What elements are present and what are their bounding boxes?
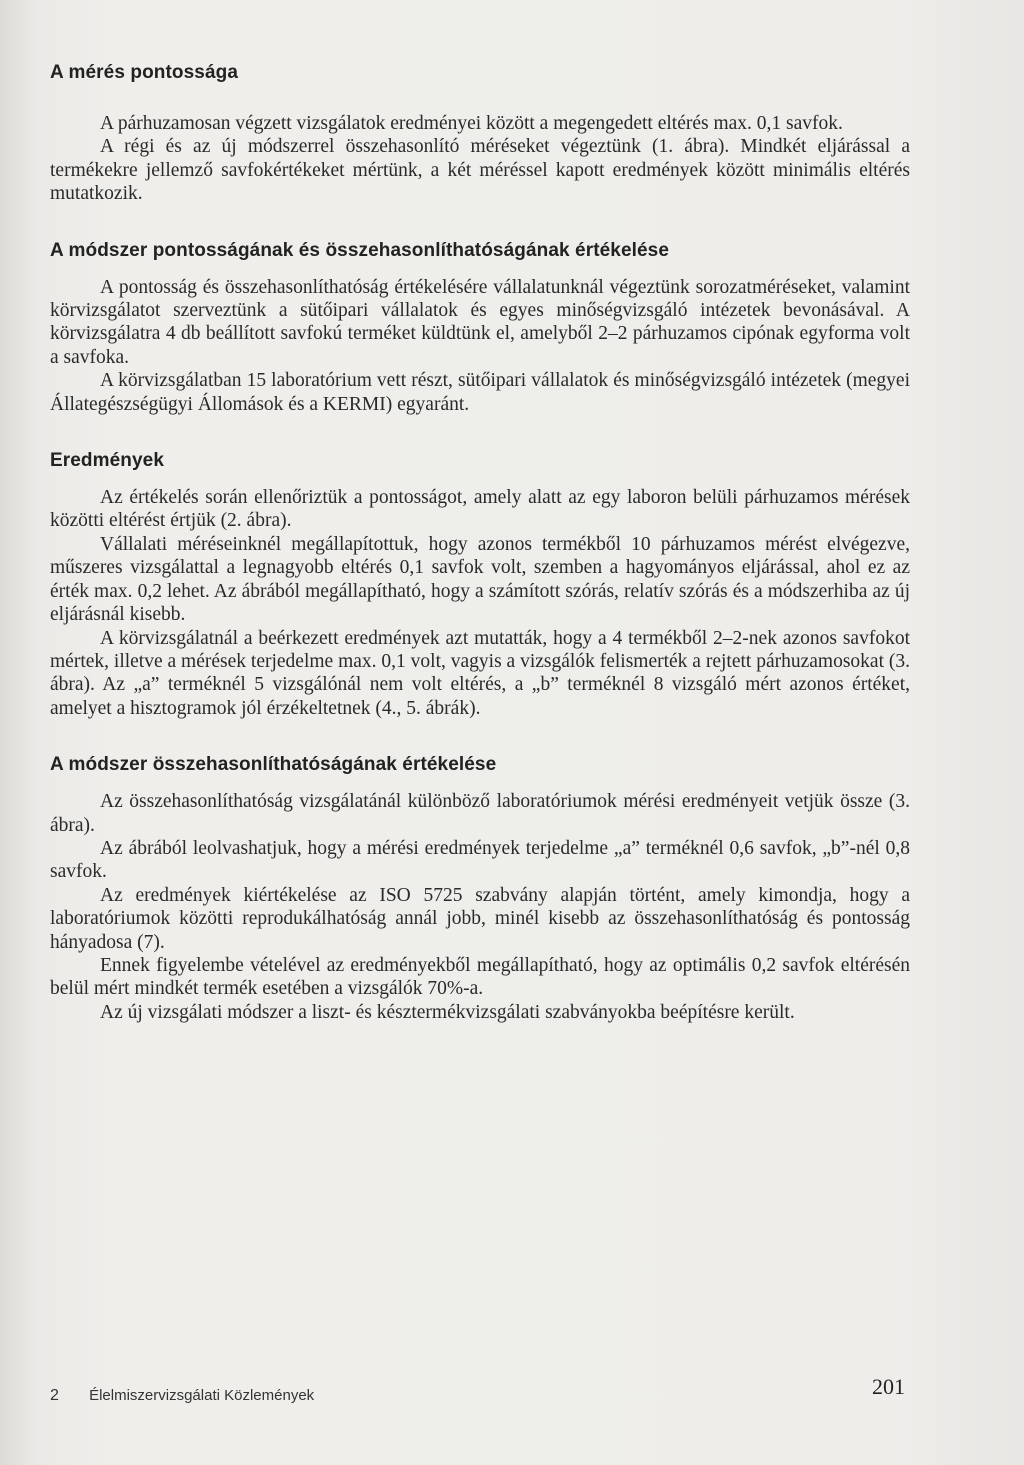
paragraph: Az eredmények kiértékelése az ISO 5725 szabvány alapján történt, amely kimondja, hogy a laboratóriumok közötti reprodukálhatóság annál jobb, minél kisebb az összehasonlíthatóság és pontosság hányadosa (7).: [50, 884, 910, 953]
sheet-number: 2: [50, 1387, 59, 1404]
paragraph: Az új vizsgálati módszer a liszt- és késztermékvizsgálati szabványokba beépítésre került.: [100, 1001, 795, 1023]
section-method-accuracy-comparability: [50, 240, 910, 416]
section-heading: A módszer összehasonlíthatóságának értékelése: [50, 754, 497, 776]
paragraph: Az összehasonlíthatóság vizsgálatánál különböző laboratóriumok mérési eredményeit vetjük össze (3. ábra).: [50, 791, 910, 836]
paragraph: A körvizsgálatban 15 laboratórium vett részt, sütőipari vállalatok és minőségvizsgáló intézetek (megyei Állategészségügyi Állomások és a KERMI) egyaránt.: [50, 370, 910, 415]
paragraph: Az értékelés során ellenőriztük a pontosságot, amely alatt az egy laboron belüli párhuzamos mérések közötti eltérést értjük (2. ábra).: [50, 487, 910, 532]
paragraph: Az ábrából leolvashatjuk, hogy a mérési eredmények terjedelme „a” terméknél 0,6 savfok, „b”-nél 0,8 savfok.: [50, 837, 910, 883]
paragraph: A körvizsgálatnál a beérkezett eredmények azt mutatták, hogy a 4 termékből 2–2-nek azonos savfokot mértek, illetve a mérések terjedelme max. 0,1 volt, vagyis a vizsgálók felismerték a rejtett párhuzamosokat (3. ábra). Az „a” terméknél 5 vizsgálónál nem volt eltérés, a „b” terméknél 8 vizsgáló mért azonos értéket, amelyet a hisztogramok jól érzékeltetnek (4., 5. ábrák).: [50, 627, 910, 719]
paragraph: Ennek figyelembe vételével az eredményekből megállapítható, hogy az optimális 0,2 savfok eltérésén belül mért mindkét termék esetében a vizsgálók 70%-a.: [50, 954, 910, 1000]
section-heading: A mérés pontossága: [50, 62, 238, 83]
section-heading: A módszer pontosságának és összehasonlíthatóságának értékelése: [50, 239, 670, 261]
paragraph: A régi és az új módszerrel összehasonlító méréseket végeztünk (1. ábra). Mindkét eljárással a termékekre jellemző savfokértékeket mértünk, a két méréssel kapott eredmények között minimális eltérés mutatkozik.: [50, 136, 910, 205]
section-method-comparability: [50, 754, 910, 1024]
paragraph: A párhuzamosan végzett vizsgálatok eredményei között a megengedett eltérés max. 0,1 savfok.: [100, 113, 843, 134]
section-measurement-accuracy: [50, 62, 910, 206]
section-heading: Eredmények: [50, 450, 165, 472]
section-results: [50, 450, 910, 720]
journal-name: Élelmiszervizsgálati Közlemények: [89, 1387, 315, 1404]
paragraph: A pontosság és összehasonlíthatóság értékelésére vállalatunknál végeztünk sorozatméréseket, valamint körvizsgálatot szerveztünk a sütőipari vállalatok és egyes minőségvizsgáló intézetek bevonásával. A körvizsgálatra 4 db beállított savfokú terméket küldtünk el, amelyből 2–2 párhuzamos cipónak egyforma volt a savfoka.: [50, 276, 910, 368]
page-footer: [50, 1387, 314, 1405]
article-body: [50, 62, 910, 1024]
paragraph: Vállalati méréseinknél megállapítottuk, hogy azonos termékből 10 párhuzamos mérést elvégezve, műszeres vizsgálattal a legnagyobb eltérés 0,1 savfok volt, szemben a hagyományos eljárással, ahol ez az érték max. 0,2 lehet. Az ábrából megállapítható, hogy a számított szórás, relatív szórás és a módszerhiba az új eljárásnál kisebb.: [50, 533, 910, 626]
page-number: 201: [872, 1374, 905, 1399]
